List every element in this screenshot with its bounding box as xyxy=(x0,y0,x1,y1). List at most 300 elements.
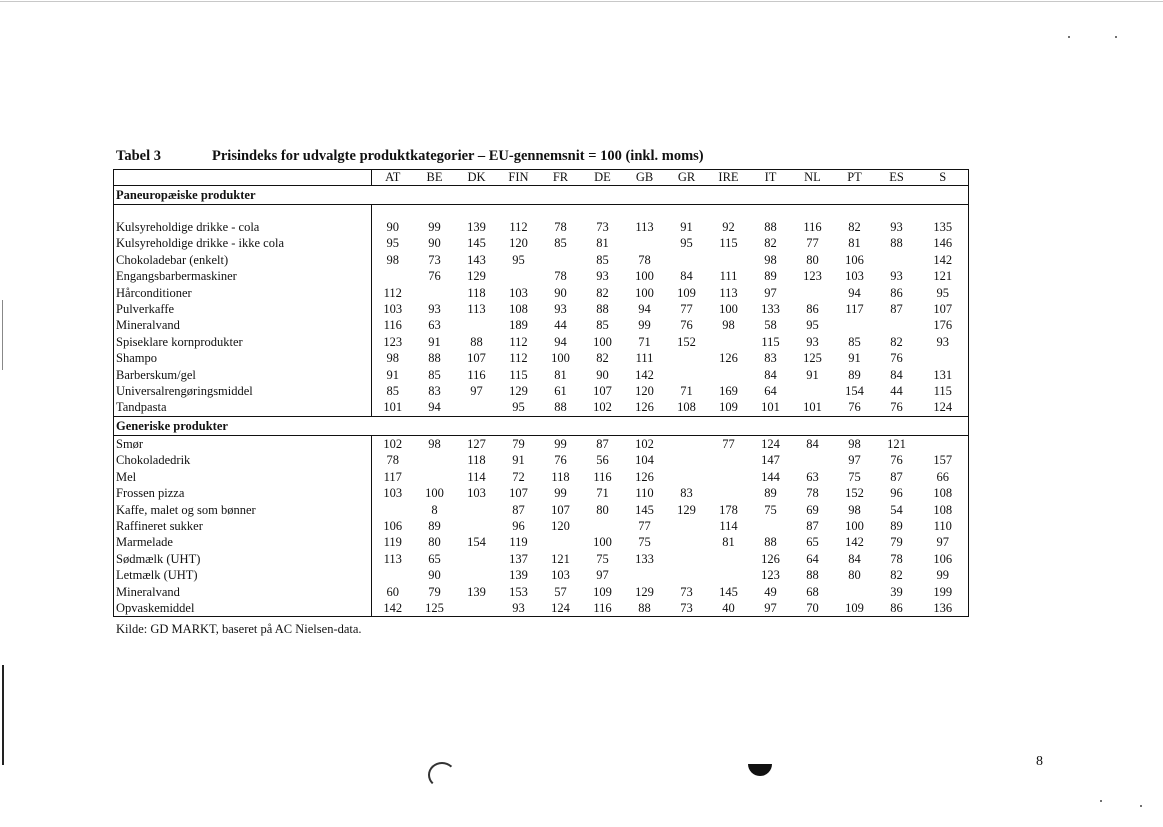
product-name: Kulsyreholdige drikke - ikke cola xyxy=(114,235,372,251)
index-value: 76 xyxy=(890,351,903,366)
index-value xyxy=(414,452,456,468)
index-value: 100 xyxy=(719,302,738,317)
index-value: 88 xyxy=(764,220,777,234)
index-value: 77 xyxy=(680,302,693,317)
product-name: Pulverkaffe xyxy=(114,301,372,317)
product-name: Opvaskemiddel xyxy=(114,600,372,617)
index-value: 115 xyxy=(509,367,528,382)
index-value: 63 xyxy=(806,469,819,484)
index-value: 78 xyxy=(554,269,567,284)
index-value: 63 xyxy=(428,318,441,333)
index-value: 139 xyxy=(467,584,486,599)
index-value: 91 xyxy=(428,334,441,349)
column-header: DK xyxy=(456,170,498,186)
index-value xyxy=(708,252,750,268)
index-value: 86 xyxy=(890,285,903,300)
product-name: Letmælk (UHT) xyxy=(114,567,372,583)
index-value: 101 xyxy=(792,399,834,416)
index-value: 97 xyxy=(596,568,609,583)
column-header: GR xyxy=(666,170,708,186)
index-value: 57 xyxy=(554,584,567,599)
index-value: 75 xyxy=(596,551,609,566)
index-value: 89 xyxy=(764,486,777,501)
index-value: 94 xyxy=(848,285,861,300)
table xyxy=(113,169,969,617)
index-value: 124 xyxy=(540,600,582,617)
index-value: 40 xyxy=(708,600,750,617)
index-value: 75 xyxy=(638,535,651,550)
index-value: 87 xyxy=(596,436,609,451)
index-value: 84 xyxy=(680,269,693,284)
index-value: 115 xyxy=(918,383,969,399)
scan-artifact xyxy=(748,764,772,776)
index-value: 100 xyxy=(593,535,612,550)
index-value: 69 xyxy=(806,502,819,517)
spacer-cell xyxy=(498,205,540,220)
index-value: 99 xyxy=(918,567,969,583)
product-name: Tandpasta xyxy=(114,399,372,416)
index-value: 80 xyxy=(806,252,819,267)
table-row xyxy=(114,268,969,284)
index-value: 119 xyxy=(509,535,528,550)
index-value: 107 xyxy=(918,301,969,317)
index-value: 131 xyxy=(918,367,969,383)
index-value: 90 xyxy=(428,236,441,251)
index-value: 82 xyxy=(596,285,609,300)
index-value xyxy=(540,534,582,550)
table-row xyxy=(114,252,969,268)
index-value: 109 xyxy=(708,399,750,416)
product-name: Engangsbarbermaskiner xyxy=(114,268,372,284)
index-value: 61 xyxy=(554,384,567,399)
index-value: 73 xyxy=(680,584,693,599)
index-value xyxy=(456,518,498,534)
index-value: 137 xyxy=(509,551,528,566)
index-value: 103 xyxy=(383,486,403,501)
column-header: IRE xyxy=(708,170,750,186)
scan-speck xyxy=(1068,36,1070,38)
index-value: 133 xyxy=(635,551,654,566)
spacer-cell xyxy=(708,205,750,220)
index-value xyxy=(666,469,708,485)
index-value xyxy=(456,600,498,617)
index-value: 89 xyxy=(890,518,903,533)
index-value: 142 xyxy=(845,535,864,550)
index-value: 87 xyxy=(512,502,525,517)
index-value xyxy=(666,567,708,583)
product-name: Barberskum/gel xyxy=(114,367,372,383)
table-row xyxy=(114,334,969,350)
spacer-cell xyxy=(834,205,876,220)
product-name: Smør xyxy=(114,435,372,452)
table-row xyxy=(114,485,969,501)
spacer-cell xyxy=(540,205,582,220)
index-value: 73 xyxy=(428,252,441,267)
index-value: 95 xyxy=(806,318,819,333)
index-value: 84 xyxy=(764,367,777,382)
index-value: 94 xyxy=(414,399,456,416)
index-value: 94 xyxy=(554,334,567,349)
table-row xyxy=(114,301,969,317)
index-value: 135 xyxy=(918,219,969,235)
index-value xyxy=(540,252,582,268)
index-value: 81 xyxy=(596,236,609,251)
index-value: 109 xyxy=(677,285,696,300)
index-value xyxy=(582,518,624,534)
column-header: FR xyxy=(540,170,582,186)
product-name: Marmelade xyxy=(114,534,372,550)
index-value: 76 xyxy=(428,269,441,284)
index-value: 178 xyxy=(719,502,738,517)
index-value: 79 xyxy=(890,535,903,550)
table-row xyxy=(114,285,969,301)
section-row xyxy=(114,416,969,435)
index-value: 121 xyxy=(918,268,969,284)
header-row xyxy=(114,170,969,186)
index-value: 103 xyxy=(467,486,486,501)
table-row xyxy=(114,584,969,600)
index-value: 76 xyxy=(834,399,876,416)
index-value: 102 xyxy=(383,436,403,451)
index-value: 90 xyxy=(428,568,441,583)
index-value: 123 xyxy=(803,269,822,284)
column-header: PT xyxy=(834,170,876,186)
index-value: 146 xyxy=(918,235,969,251)
table-row xyxy=(114,367,969,383)
table-row xyxy=(114,567,969,583)
index-value: 86 xyxy=(876,600,918,617)
product-name: Sødmælk (UHT) xyxy=(114,551,372,567)
index-value: 103 xyxy=(509,285,528,300)
index-value: 114 xyxy=(467,469,486,484)
index-value: 58 xyxy=(764,318,777,333)
index-value: 84 xyxy=(848,551,861,566)
index-value: 78 xyxy=(554,220,567,234)
index-value xyxy=(708,334,750,350)
index-value: 68 xyxy=(806,584,819,599)
index-value: 116 xyxy=(593,469,612,484)
index-value: 126 xyxy=(761,551,780,566)
index-value: 93 xyxy=(890,220,903,234)
index-value: 176 xyxy=(918,317,969,333)
product-name: Mineralvand xyxy=(114,584,372,600)
index-value: 93 xyxy=(806,334,819,349)
index-value: 116 xyxy=(582,600,624,617)
index-value xyxy=(708,551,750,567)
index-value: 112 xyxy=(383,285,402,300)
index-value: 100 xyxy=(551,351,570,366)
index-value: 109 xyxy=(593,584,612,599)
index-value: 99 xyxy=(638,318,651,333)
index-value: 126 xyxy=(624,399,666,416)
product-name: Frossen pizza xyxy=(114,485,372,501)
index-value xyxy=(372,567,414,583)
product-name: Hårconditioner xyxy=(114,285,372,301)
index-value: 112 xyxy=(509,351,528,366)
section-title: Generiske produkter xyxy=(114,416,969,435)
index-value: 99 xyxy=(554,486,567,501)
index-value: 88 xyxy=(596,302,609,317)
table-label: Tabel 3 xyxy=(116,148,161,164)
scan-edge-mark xyxy=(2,665,4,765)
index-value: 95 xyxy=(918,285,969,301)
index-value: 101 xyxy=(372,399,414,416)
column-header: AT xyxy=(372,170,414,186)
index-value: 116 xyxy=(467,367,486,382)
index-value: 145 xyxy=(467,236,486,251)
section-title: Paneuropæiske produkter xyxy=(114,186,969,205)
product-name: Universalrengøringsmiddel xyxy=(114,383,372,399)
index-value: 88 xyxy=(806,568,819,583)
index-value xyxy=(876,252,918,268)
index-value xyxy=(708,452,750,468)
index-value: 87 xyxy=(890,302,903,317)
index-value: 110 xyxy=(635,486,654,501)
index-value: 108 xyxy=(918,502,969,518)
index-value: 44 xyxy=(890,384,903,399)
index-value: 70 xyxy=(792,600,834,617)
index-value: 120 xyxy=(635,384,654,399)
index-value: 82 xyxy=(764,236,777,251)
index-value: 76 xyxy=(680,318,693,333)
table-row xyxy=(114,469,969,485)
column-header: ES xyxy=(876,170,918,186)
index-value xyxy=(834,584,876,600)
index-value xyxy=(498,268,540,284)
index-value xyxy=(708,567,750,583)
index-value xyxy=(624,567,666,583)
index-value: 139 xyxy=(467,220,486,234)
product-name: Raffineret sukker xyxy=(114,518,372,534)
index-value xyxy=(666,435,708,452)
index-value: 113 xyxy=(719,285,738,300)
index-value: 95 xyxy=(498,399,540,416)
table-row xyxy=(114,551,969,567)
spacer-cell xyxy=(582,205,624,220)
index-value: 145 xyxy=(719,584,738,599)
index-value: 97 xyxy=(470,384,483,399)
index-value: 116 xyxy=(803,220,822,234)
index-value: 100 xyxy=(635,285,654,300)
index-value: 152 xyxy=(845,486,864,501)
index-value: 126 xyxy=(719,351,738,366)
index-value: 125 xyxy=(414,600,456,617)
index-value: 142 xyxy=(635,367,654,382)
index-value: 120 xyxy=(509,236,528,251)
spacer-row xyxy=(114,205,969,220)
index-value: 147 xyxy=(761,453,780,468)
index-value: 118 xyxy=(467,285,486,300)
column-header: FIN xyxy=(498,170,540,186)
index-value: 75 xyxy=(848,469,861,484)
index-value: 139 xyxy=(509,568,528,583)
index-value: 100 xyxy=(593,334,612,349)
index-value: 85 xyxy=(848,334,861,349)
index-value: 77 xyxy=(722,436,735,451)
index-value: 76 xyxy=(876,399,918,416)
index-value: 86 xyxy=(806,302,819,317)
index-value xyxy=(666,551,708,567)
index-value: 88 xyxy=(540,399,582,416)
table-row xyxy=(114,518,969,534)
index-value xyxy=(414,469,456,485)
index-value: 98 xyxy=(386,351,399,366)
table-row xyxy=(114,219,969,235)
product-name: Kulsyreholdige drikke - cola xyxy=(114,219,372,235)
index-value: 88 xyxy=(764,535,777,550)
index-value: 127 xyxy=(467,436,486,451)
index-value: 85 xyxy=(428,367,441,382)
table-title: Prisindeks for udvalgte produktkategorier – EU-gennemsnit = 100 (inkl. moms) xyxy=(212,148,704,164)
index-value: 145 xyxy=(635,502,654,517)
product-name: Chokoladedrik xyxy=(114,452,372,468)
index-value: 143 xyxy=(467,252,486,267)
index-value: 97 xyxy=(848,453,861,468)
index-value: 98 xyxy=(722,318,735,333)
index-value: 76 xyxy=(554,453,567,468)
index-value: 113 xyxy=(467,302,486,317)
index-value: 82 xyxy=(848,220,861,234)
index-value: 104 xyxy=(635,453,654,468)
index-value: 93 xyxy=(498,600,540,617)
index-value: 90 xyxy=(554,285,567,300)
index-value: 99 xyxy=(428,220,441,234)
index-value: 106 xyxy=(383,518,403,533)
spacer-cell xyxy=(414,205,456,220)
index-value: 117 xyxy=(845,302,864,317)
index-value xyxy=(792,285,834,301)
index-value: 152 xyxy=(677,334,696,349)
index-value xyxy=(834,317,876,333)
index-value: 66 xyxy=(918,469,969,485)
index-value xyxy=(414,285,456,301)
index-value xyxy=(456,551,498,567)
table-row xyxy=(114,399,969,416)
index-value: 117 xyxy=(383,469,402,484)
index-value: 76 xyxy=(890,453,903,468)
header-blank xyxy=(114,170,372,186)
index-value: 71 xyxy=(638,334,651,349)
table-caption xyxy=(116,148,976,165)
index-value: 97 xyxy=(750,600,792,617)
index-value: 87 xyxy=(890,469,903,484)
index-value: 88 xyxy=(890,236,903,251)
index-value xyxy=(666,367,708,383)
index-value: 107 xyxy=(551,502,570,517)
index-value xyxy=(456,399,498,416)
index-value: 64 xyxy=(764,384,777,399)
index-value: 90 xyxy=(596,367,609,382)
index-value: 88 xyxy=(470,334,483,349)
index-value: 92 xyxy=(722,220,735,234)
index-value: 99 xyxy=(554,436,567,451)
index-value xyxy=(666,452,708,468)
spacer-cell xyxy=(372,205,414,220)
index-value: 154 xyxy=(845,384,864,399)
index-value: 126 xyxy=(635,469,654,484)
column-header: S xyxy=(918,170,969,186)
index-value: 95 xyxy=(512,252,525,267)
index-value: 96 xyxy=(890,486,903,501)
index-value: 56 xyxy=(596,453,609,468)
index-value xyxy=(624,235,666,251)
index-value: 65 xyxy=(806,535,819,550)
index-value: 129 xyxy=(467,269,486,284)
spacer-cell xyxy=(624,205,666,220)
index-value: 142 xyxy=(372,600,414,617)
index-value xyxy=(708,485,750,501)
index-value: 124 xyxy=(761,436,780,451)
index-value: 78 xyxy=(806,486,819,501)
index-value: 78 xyxy=(386,453,399,468)
index-value: 84 xyxy=(806,436,819,451)
index-value: 106 xyxy=(918,551,969,567)
index-value: 93 xyxy=(890,269,903,284)
column-header: NL xyxy=(792,170,834,186)
index-value: 97 xyxy=(764,285,777,300)
index-value: 73 xyxy=(596,220,609,234)
index-value: 109 xyxy=(834,600,876,617)
table-row xyxy=(114,534,969,550)
index-value: 93 xyxy=(918,334,969,350)
index-value: 84 xyxy=(890,367,903,382)
index-value: 142 xyxy=(918,252,969,268)
product-name: Shampo xyxy=(114,350,372,366)
index-value: 121 xyxy=(887,436,906,451)
index-value: 81 xyxy=(848,236,861,251)
index-value xyxy=(708,469,750,485)
index-value: 91 xyxy=(680,220,693,234)
index-value: 79 xyxy=(428,584,441,599)
index-value: 107 xyxy=(467,351,486,366)
index-value xyxy=(792,452,834,468)
index-value: 73 xyxy=(666,600,708,617)
index-value: 124 xyxy=(918,399,969,416)
index-value: 82 xyxy=(890,568,903,583)
index-value: 88 xyxy=(428,351,441,366)
index-value: 90 xyxy=(386,220,399,234)
index-value: 112 xyxy=(509,334,528,349)
index-value xyxy=(708,367,750,383)
index-value: 75 xyxy=(764,502,777,517)
index-value xyxy=(918,350,969,366)
index-value: 89 xyxy=(428,518,441,533)
index-value: 108 xyxy=(918,485,969,501)
scan-artifact xyxy=(428,762,456,788)
index-value: 111 xyxy=(635,351,654,366)
product-name: Kaffe, malet og som bønner xyxy=(114,502,372,518)
index-value: 101 xyxy=(750,399,792,416)
index-value: 116 xyxy=(383,318,402,333)
index-value: 82 xyxy=(596,351,609,366)
index-value: 93 xyxy=(554,302,567,317)
table-row xyxy=(114,502,969,518)
index-value: 102 xyxy=(582,399,624,416)
index-value: 119 xyxy=(383,535,402,550)
spacer-cell xyxy=(114,205,372,220)
index-value: 107 xyxy=(509,486,528,501)
table-row xyxy=(114,383,969,399)
index-value: 98 xyxy=(428,436,441,451)
index-value: 118 xyxy=(467,453,486,468)
index-value: 72 xyxy=(512,469,525,484)
index-value: 81 xyxy=(554,367,567,382)
index-value: 95 xyxy=(680,236,693,251)
index-value xyxy=(876,317,918,333)
index-value: 93 xyxy=(428,302,441,317)
index-value: 71 xyxy=(680,384,693,399)
index-value: 120 xyxy=(551,518,570,533)
